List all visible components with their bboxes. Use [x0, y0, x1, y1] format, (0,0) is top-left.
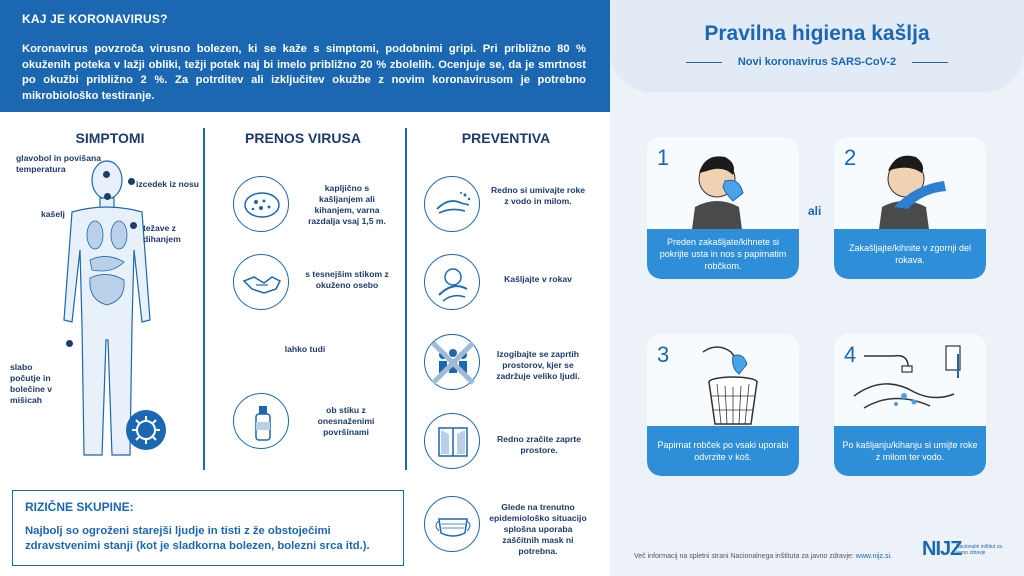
- step-caption: Papirnat robček po vsaki uporabi odvrzite v koš.: [647, 426, 799, 476]
- footer-note: [634, 553, 892, 560]
- transmission-droplets: kapljično s kašljanjem ali kihanjem, varna razdalja vsaj 1,5 m.: [308, 183, 386, 226]
- sleeve-cough-icon: [424, 254, 480, 310]
- step-card-2: [834, 137, 986, 279]
- handwash-sink-icon: [834, 334, 986, 434]
- mask-icon: [424, 496, 480, 552]
- prevention-sleeve: Kašljajte v rokav: [504, 274, 572, 284]
- symptom-fever: glavobol in povišana temperatura: [16, 153, 101, 174]
- step-number: 4: [844, 342, 857, 367]
- tissue-cough-icon: [647, 137, 799, 237]
- symptom-breathing: težave z dihanjem: [143, 223, 181, 244]
- window-icon: [424, 413, 480, 469]
- symptoms-heading: SIMPTOMI: [75, 130, 145, 146]
- symptom-marker-lungs: [130, 222, 137, 229]
- step-caption: Preden zakašljate/kihnete si pokrijte usta in nos s papirnatim robčkom.: [647, 229, 799, 279]
- footer-text: Več informacij na spletni strani Nacionalnega inštituta za javno zdravje:: [634, 553, 854, 560]
- transmission-contact: s tesnejšim stikom z okuženo osebo: [305, 269, 389, 290]
- handshake-icon: [233, 254, 289, 310]
- symptom-marker-nose: [128, 178, 135, 185]
- droplets-icon: [233, 176, 289, 232]
- footer-link[interactable]: www.nijz.si.: [855, 553, 892, 560]
- symptom-cough: kašelj: [41, 209, 65, 219]
- prevention-masks: Glede na trenutno epidemiološko situacijo splošna uporaba zaščitnih mask ni potrebna.: [489, 502, 587, 556]
- column-divider: [405, 128, 407, 470]
- transmission-heading: PRENOS VIRUSA: [245, 130, 361, 146]
- nijz-logo: NIJZ: [922, 538, 962, 560]
- step-number: 1: [657, 145, 670, 170]
- risk-groups-box: [12, 490, 404, 566]
- intro-title: KAJ JE KORONAVIRUS?: [22, 12, 168, 26]
- symptom-marker-muscles: [66, 340, 73, 347]
- transmission-also: lahko tudi: [284, 344, 326, 354]
- cough-hygiene-subtitle: Novi koronavirus SARS-CoV-2: [737, 56, 897, 68]
- step-card-4: [834, 334, 986, 476]
- crowd-icon: [424, 334, 480, 390]
- handwash-icon: [424, 176, 480, 232]
- symptom-nose: izcedek iz nosu: [136, 179, 200, 189]
- cough-hygiene-header: [610, 0, 1024, 92]
- step-card-1: [647, 137, 799, 279]
- step-caption: Zakašljajte/kihnite v zgornji del rokava.: [834, 229, 986, 279]
- step-number: 3: [657, 342, 670, 367]
- transmission-surfaces: ob stiku z onesnaženimi površinami: [317, 405, 375, 437]
- prevention-crowds: Izogibajte se zaprtih prostorov, kjer se zadržuje veliko ljudi.: [496, 349, 580, 381]
- nijz-logo-subtitle: Nacionalni inštitut za javno zdravje: [956, 544, 1002, 556]
- step-card-3: [647, 334, 799, 476]
- sleeve-cough-icon: [834, 137, 986, 237]
- prevention-ventilate: Redno zračite zaprte prostore.: [496, 434, 582, 455]
- bottle-icon: [233, 393, 289, 449]
- trash-bin-icon: [647, 334, 799, 434]
- virus-icon: [126, 410, 166, 450]
- risk-title: RIZIČNE SKUPINE:: [25, 500, 134, 514]
- intro-text: Koronavirus povzroča virusno bolezen, ki se kaže s simptomi, podobnimi gripi. Pri približno 80 % okuženih poteka v lažji obliki, težji potek naj bi imelo približno 20 % zbolelih. Ocenjuje se, da je smrtnost po okužbi približno 2 %. Za potrditev ali izključitev okužbe z novim koronavirusom je potrebno mikrobiološko testiranje.: [22, 43, 586, 102]
- risk-text: Najbolj so ogroženi starejši ljudje in tisti z že obstoječimi zdravstvenimi stanji (kot je sladkorna bolezen, bolezni srca itd.).: [25, 525, 370, 552]
- step-number: 2: [844, 145, 857, 170]
- step-caption: Po kašljanju/kihanju si umijte roke z milom ter vodo.: [834, 426, 986, 476]
- prevention-heading: PREVENTIVA: [461, 130, 551, 146]
- intro-banner: [0, 0, 610, 112]
- subtitle-line-right: [912, 62, 948, 63]
- symptom-muscles: slabo počutje in bolečine v mišicah: [10, 362, 53, 405]
- symptom-marker-throat: [104, 193, 111, 200]
- cough-hygiene-panel: [610, 0, 1024, 576]
- or-label: ali: [808, 204, 822, 218]
- cough-hygiene-title: Pravilna higiena kašlja: [704, 22, 930, 45]
- prevention-wash: Redno si umivajte roke z vodo in milom.: [490, 185, 586, 206]
